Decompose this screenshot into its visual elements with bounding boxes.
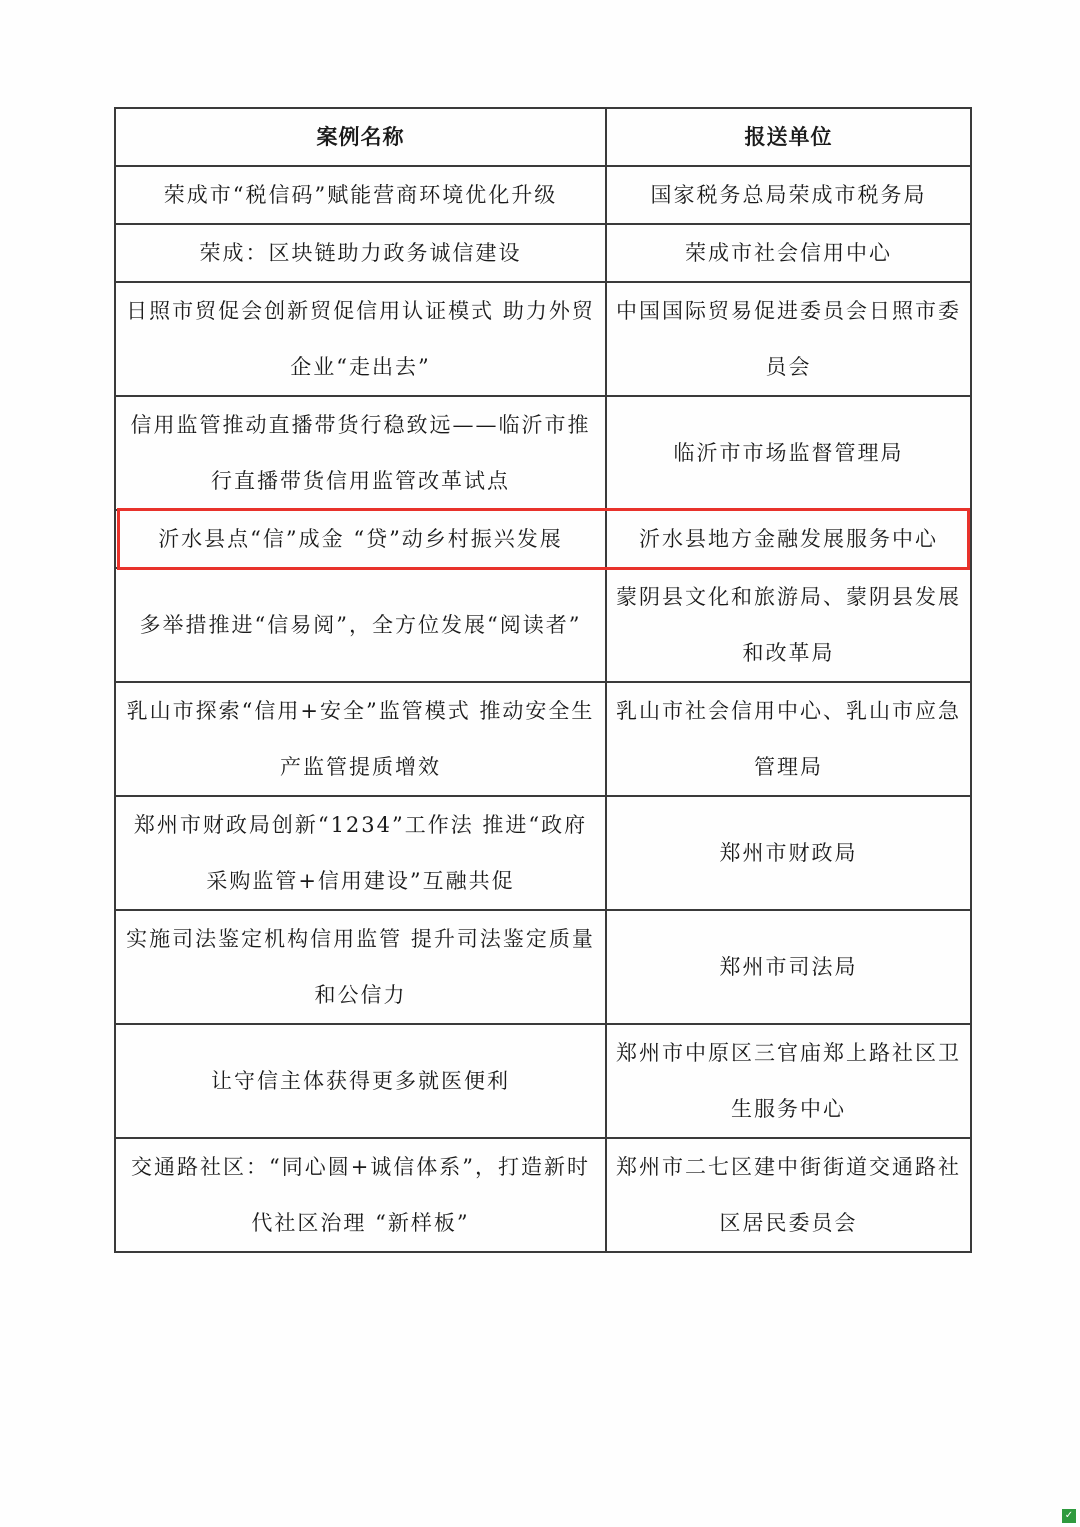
case-name-cell: 沂水县点“信”成金 “贷”动乡村振兴发展: [115, 510, 606, 568]
table-row: [115, 568, 971, 682]
header-case-name: 案例名称: [115, 108, 606, 166]
reporting-unit-cell: 荣成市社会信用中心: [606, 224, 971, 282]
reporting-unit-cell: 郑州市中原区三官庙郑上路社区卫生服务中心: [606, 1024, 971, 1138]
highlight-annotation-box: [117, 508, 970, 570]
case-name-cell: 让守信主体获得更多就医便利: [115, 1024, 606, 1138]
case-name-cell: 实施司法鉴定机构信用监管 提升司法鉴定质量和公信力: [115, 910, 606, 1024]
reporting-unit-cell: 沂水县地方金融发展服务中心: [606, 510, 971, 568]
reporting-unit-cell: 郑州市司法局: [606, 910, 971, 1024]
reporting-unit-cell: 郑州市二七区建中街街道交通路社区居民委员会: [606, 1138, 971, 1252]
reporting-unit-cell: 蒙阴县文化和旅游局、蒙阴县发展和改革局: [606, 568, 971, 682]
table-row: [115, 796, 971, 910]
reporting-unit-cell: 乳山市社会信用中心、乳山市应急管理局: [606, 682, 971, 796]
case-name-cell: 多举措推进“信易阅”，全方位发展“阅读者”: [115, 568, 606, 682]
case-name-cell: 乳山市探索“信用+安全”监管模式 推动安全生产监管提质增效: [115, 682, 606, 796]
table-row: [115, 282, 971, 396]
case-name-cell: 日照市贸促会创新贸促信用认证模式 助力外贸企业“走出去”: [115, 282, 606, 396]
case-name-cell: 荣成市“税信码”赋能营商环境优化升级: [115, 166, 606, 224]
table-row: [115, 1024, 971, 1138]
case-name-cell: 荣成：区块链助力政务诚信建设: [115, 224, 606, 282]
case-name-cell: 信用监管推动直播带货行稳致远——临沂市推行直播带货信用监管改革试点: [115, 396, 606, 510]
case-name-cell: 郑州市财政局创新“1234”工作法 推进“政府采购监管+信用建设”互融共促: [115, 796, 606, 910]
reporting-unit-cell: 临沂市市场监督管理局: [606, 396, 971, 510]
header-reporting-unit: 报送单位: [606, 108, 971, 166]
table-row: [115, 1138, 971, 1252]
case-name-cell: 交通路社区：“同心圆+诚信体系”，打造新时代社区治理 “新样板”: [115, 1138, 606, 1252]
table-row: [115, 396, 971, 510]
corner-check-icon: ✓: [1062, 1509, 1076, 1523]
reporting-unit-cell: 中国国际贸易促进委员会日照市委员会: [606, 282, 971, 396]
table-row: [115, 224, 971, 282]
reporting-unit-cell: 国家税务总局荣成市税务局: [606, 166, 971, 224]
table-row: [115, 682, 971, 796]
table-header-row: [115, 108, 971, 166]
case-table: [114, 107, 972, 1253]
table-row: [115, 166, 971, 224]
table-row: [115, 910, 971, 1024]
reporting-unit-cell: 郑州市财政局: [606, 796, 971, 910]
